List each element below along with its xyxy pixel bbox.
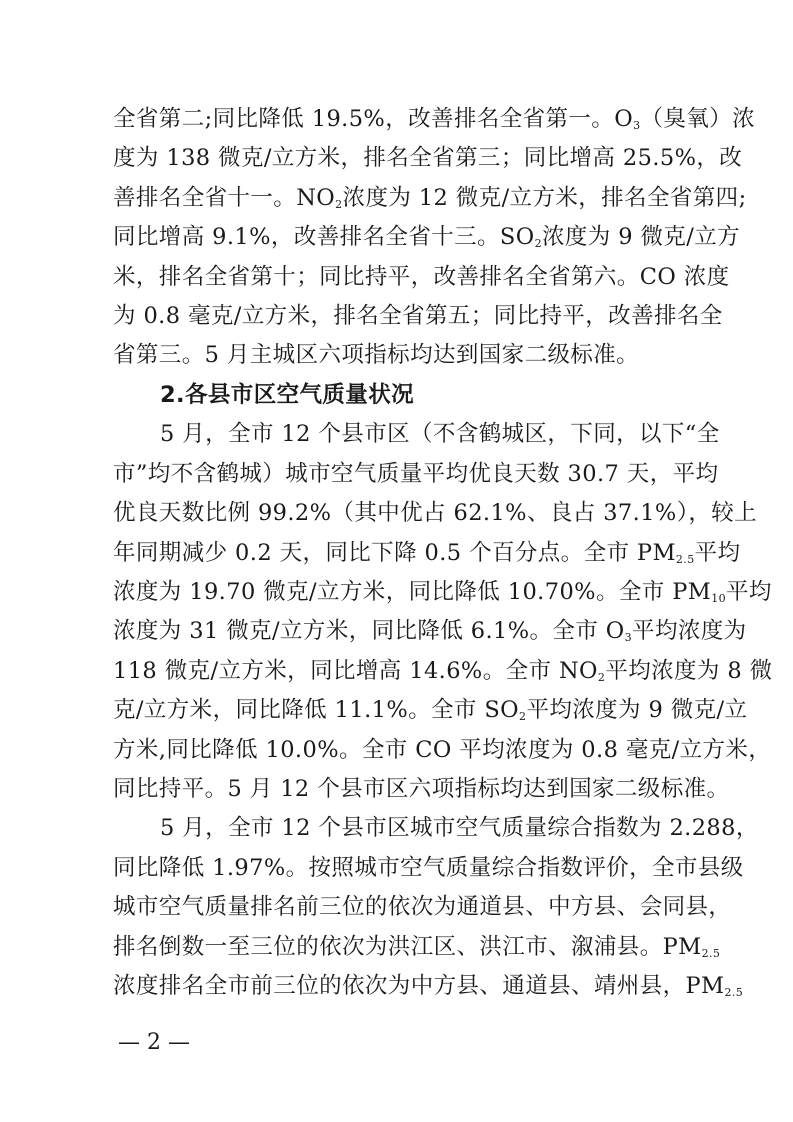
paragraph2-line-4: 年同期减少 0.2 天，同比下降 0.5 个百分点。全市 $PM_{2.5}$平均 bbox=[113, 540, 741, 566]
paragraph3-line-3: 城市空气质量排名前三位的依次为通道县、中方县、会同县， bbox=[113, 894, 732, 920]
paragraph2-line-2: 市”均不含鹤城）城市空气质量平均优良天数 30.7 天，平均 bbox=[113, 461, 719, 487]
paragraph3-line-4: 排名倒数一至三位的依次为洪江区、洪江市、溆浦县。$PM_{2.5}$ bbox=[113, 934, 721, 960]
paragraph2-line-10: 同比持平。5 月 12 个县市区六项指标均达到国家二级标准。 bbox=[113, 776, 730, 802]
paragraph3-line-1: 5 月，全市 12 个县市区城市空气质量综合指数为 2.288， bbox=[160, 815, 759, 841]
paragraph1-line-7: 省第三。5 月主城区六项指标均达到国家二级标准。 bbox=[113, 342, 640, 368]
paragraph2-line-1: 5 月，全市 12 个县市区（不含鹤城区，下同，以下“全 bbox=[160, 421, 720, 447]
page-number: — 2 — bbox=[118, 1030, 190, 1055]
paragraph2-line-3: 优良天数比例 99.2%（其中优占 62.1%、良占 37.1%），较上 bbox=[113, 500, 758, 526]
paragraph3-line-5: 浓度排名全市前三位的依次为中方县、通道县、靖州县，$PM_{2.5}$ bbox=[113, 973, 744, 999]
paragraph1-line-2: 度为 138 微克/立方米，排名全省第三；同比增高 25.5%，改 bbox=[113, 145, 743, 171]
paragraph2-line-9: 方米,同比降低 10.0%。全市 CO 平均浓度为 0.8 毫克/立方米， bbox=[113, 737, 772, 763]
paragraph3-line-2: 同比降低 1.97%。按照城市空气质量综合指数评价，全市县级 bbox=[113, 855, 744, 881]
paragraph2-line-5: 浓度为 19.70 微克/立方米，同比降低 10.70%。全市 $PM_{10}$平均 bbox=[113, 579, 772, 605]
paragraph2-line-8: 克/立方米，同比降低 11.1%。全市 $SO_2$平均浓度为 9 微克/立 bbox=[113, 697, 748, 723]
paragraph2-line-6: 浓度为 31 微克/立方米，同比降低 6.1%。全市 $O_3$平均浓度为 bbox=[113, 618, 747, 644]
section-heading: 2.各县市区空气质量状况 bbox=[160, 382, 415, 408]
paragraph2-line-7: 118 微克/立方米，同比增高 14.6%。全市 $NO_2$平均浓度为 8 微 bbox=[113, 658, 773, 684]
paragraph1-line-1: 全省第二;同比降低 19.5%，改善排名全省第一。$O_3$（臭氧）浓 bbox=[113, 106, 755, 132]
paragraph1-line-5: 米，排名全省第十；同比持平，改善排名全省第六。CO 浓度 bbox=[113, 264, 730, 290]
paragraph1-line-6: 为 0.8 毫克/立方米，排名全省第五；同比持平，改善排名全 bbox=[113, 303, 723, 329]
paragraph1-line-4: 同比增高 9.1%，改善排名全省十三。$SO_2$浓度为 9 微克/立方 bbox=[113, 224, 741, 250]
paragraph1-line-3: 善排名全省十一。$NO_2$浓度为 12 微克/立方米，排名全省第四; bbox=[113, 185, 747, 211]
